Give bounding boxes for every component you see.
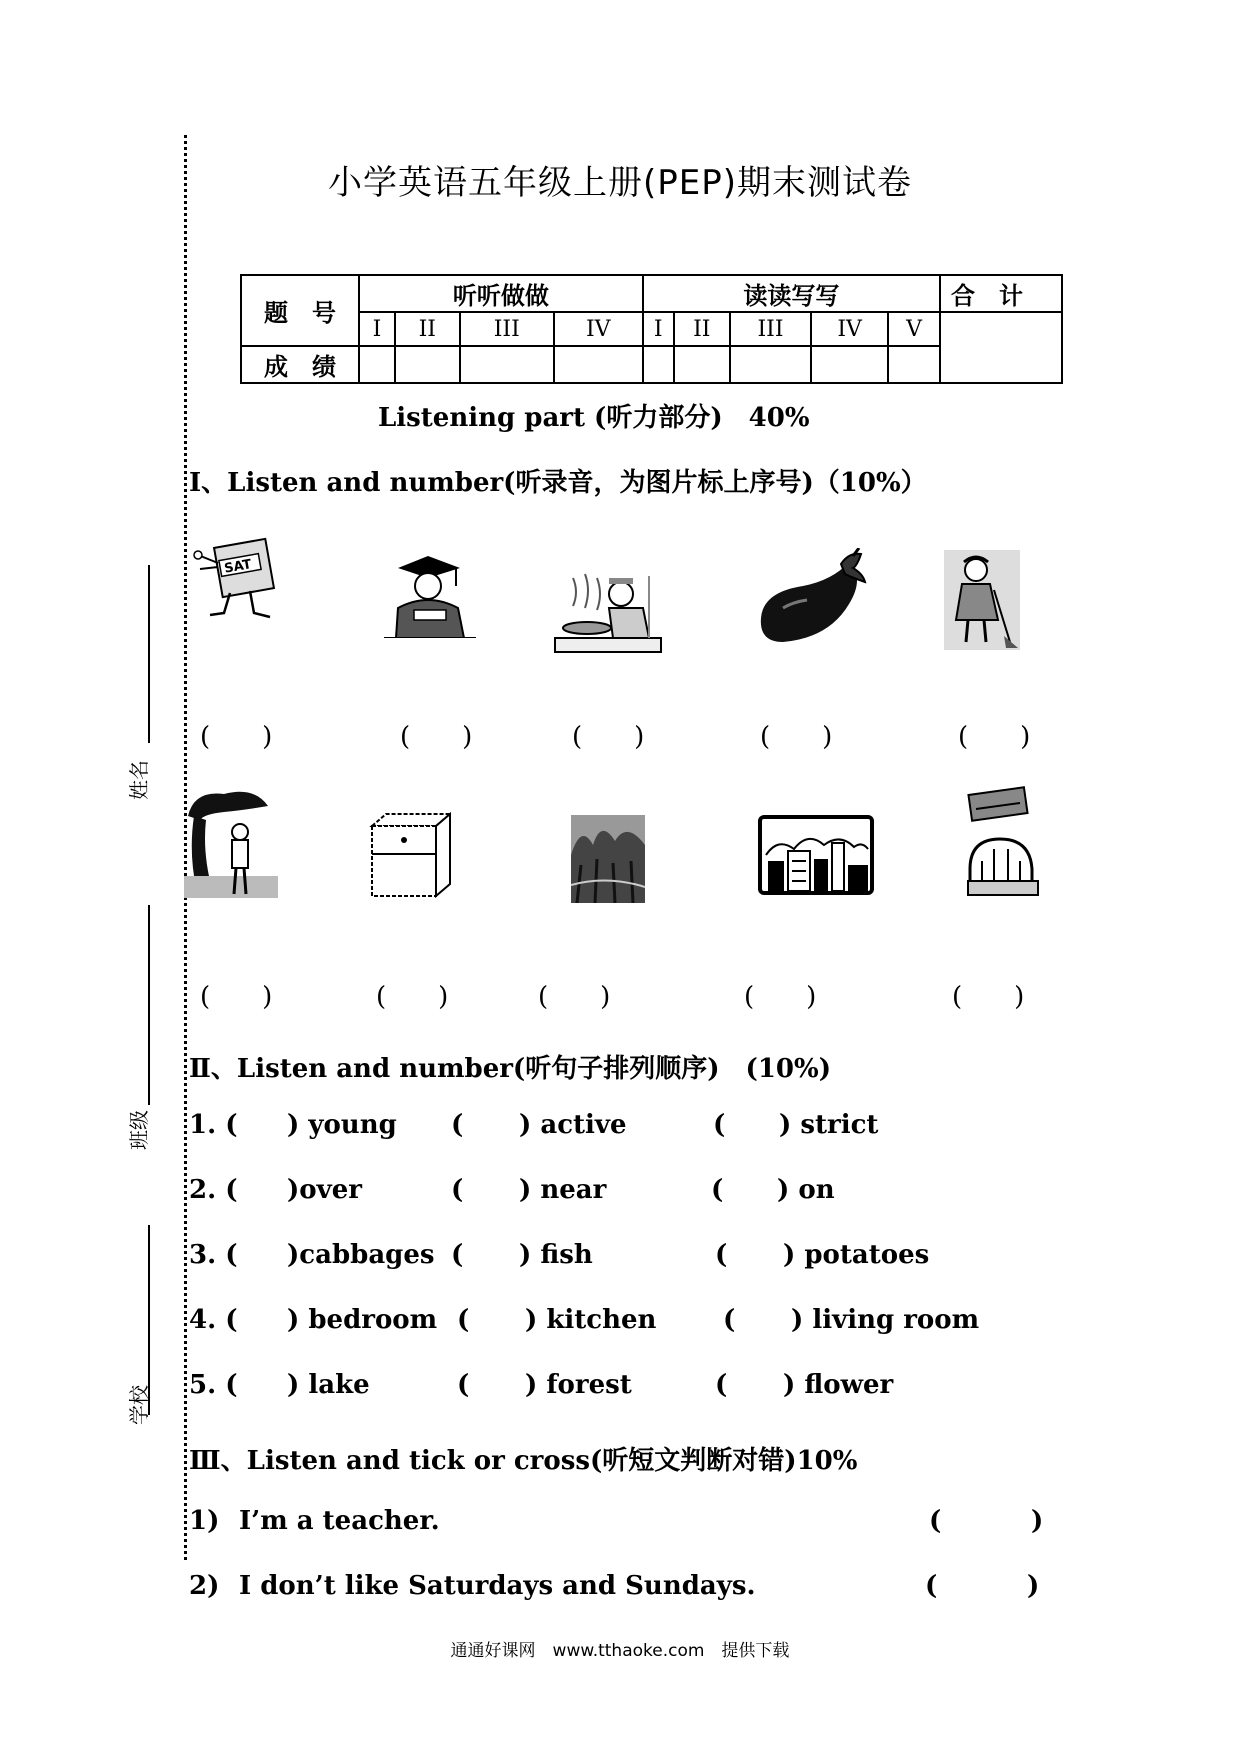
item-number: 1) [189, 1506, 220, 1536]
option-b[interactable]: ) kitchen [525, 1305, 657, 1335]
tree-man-icon [184, 786, 278, 898]
score-table [240, 274, 1063, 384]
page-title: 小学英语五年级上册(PEP)期末测试卷 [327, 163, 913, 203]
answer-paren[interactable]: ( ) [400, 722, 473, 752]
item-text: I’m a teacher. [239, 1506, 440, 1536]
option-b[interactable]: ) forest [525, 1370, 632, 1400]
score-table-col: I [643, 312, 674, 346]
answer-paren[interactable]: ( ) [952, 982, 1025, 1012]
score-cell[interactable] [460, 346, 554, 383]
row-number: 5. ( [189, 1370, 238, 1400]
option-c[interactable]: ) living room [791, 1305, 980, 1335]
answer-paren[interactable]: ( ) [376, 982, 449, 1012]
svg-text:SAT: SAT [223, 557, 253, 577]
graduate-teacher-icon [384, 552, 476, 638]
row-number: 3. ( [189, 1240, 238, 1270]
section3-item [189, 1506, 1069, 1540]
row-number: 1. ( [189, 1110, 238, 1140]
score-table-col: III [460, 312, 554, 346]
answer-paren-close[interactable]: ) [1031, 1506, 1044, 1536]
answer-paren[interactable]: ( ) [538, 982, 611, 1012]
listening-part-heading: Listening part (听力部分) 40% [378, 403, 810, 433]
sat-book-icon [190, 535, 290, 625]
score-cell[interactable] [730, 346, 811, 383]
option-c[interactable]: ) strict [779, 1110, 879, 1140]
option-b[interactable]: ) active [519, 1110, 627, 1140]
item-number: 2) [189, 1571, 220, 1601]
answer-paren[interactable]: ( ) [760, 722, 833, 752]
option-b-open: ( [457, 1305, 470, 1335]
answer-paren-open[interactable]: ( [929, 1506, 942, 1536]
option-a[interactable]: )cabbages [287, 1240, 435, 1270]
option-c[interactable]: ) on [777, 1175, 835, 1205]
score-cell[interactable] [674, 346, 730, 383]
score-cell[interactable] [811, 346, 888, 383]
air-conditioner-bed-icon [964, 785, 1042, 897]
side-label-class: 班级 [127, 1110, 151, 1150]
answer-paren[interactable]: ( ) [200, 982, 273, 1012]
score-table-group-reading: 读读写写 [643, 275, 940, 312]
option-c-open: ( [713, 1110, 726, 1140]
score-table-col: III [730, 312, 811, 346]
score-cell[interactable] [395, 346, 460, 383]
side-label-school: 学校 [127, 1385, 151, 1425]
option-a[interactable]: ) young [287, 1110, 397, 1140]
answer-paren[interactable]: ( ) [572, 722, 645, 752]
score-cell[interactable] [888, 346, 940, 383]
option-c-open: ( [711, 1175, 724, 1205]
option-c-open: ( [715, 1240, 728, 1270]
score-table-col: V [888, 312, 940, 346]
section2-heading: Ⅱ、Listen and number(听句子排列顺序) (10%) [189, 1054, 832, 1084]
cabinet-icon [366, 810, 454, 900]
score-table-col: I [359, 312, 395, 346]
sweeping-girl-icon [944, 550, 1020, 650]
option-a[interactable]: ) bedroom [287, 1305, 438, 1335]
section1-row1-answers [0, 716, 1240, 750]
option-b-open: ( [451, 1240, 464, 1270]
score-cell[interactable] [554, 346, 643, 383]
score-table-score-label: 成 绩 [241, 346, 359, 383]
section3-item [189, 1571, 1069, 1605]
score-table-group-listening: 听听做做 [359, 275, 643, 312]
option-b[interactable]: ) fish [519, 1240, 593, 1270]
score-cell[interactable] [643, 346, 674, 383]
score-table-total: 合 计 [940, 275, 1062, 312]
option-a[interactable]: ) lake [287, 1370, 370, 1400]
option-b[interactable]: ) near [519, 1175, 607, 1205]
row-number: 2. ( [189, 1175, 238, 1205]
score-table-col: II [674, 312, 730, 346]
answer-paren[interactable]: ( ) [744, 982, 817, 1012]
side-label-name: 姓名 [127, 760, 151, 800]
cooking-chef-icon [553, 568, 663, 658]
city-buildings-icon [758, 815, 874, 895]
score-cell[interactable] [359, 346, 395, 383]
section1-heading: Ⅰ、Listen and number(听录音，为图片标上序号)（10%） [189, 468, 927, 498]
option-b-open: ( [451, 1175, 464, 1205]
score-table-col: IV [811, 312, 888, 346]
score-table-col: IV [554, 312, 643, 346]
item-text: I don’t like Saturdays and Sundays. [239, 1571, 756, 1601]
option-c-open: ( [723, 1305, 736, 1335]
eggplant-icon [753, 548, 871, 648]
score-table-header-label: 题 号 [241, 275, 359, 346]
option-c[interactable]: ) flower [783, 1370, 894, 1400]
answer-paren-open[interactable]: ( [925, 1571, 938, 1601]
option-b-open: ( [457, 1370, 470, 1400]
answer-paren[interactable]: ( ) [958, 722, 1031, 752]
forest-icon [571, 815, 645, 903]
option-a[interactable]: )over [287, 1175, 362, 1205]
page-footer: 通通好课网 www.tthaoke.com 提供下载 [450, 1641, 790, 1661]
answer-paren-close[interactable]: ) [1027, 1571, 1040, 1601]
section3-heading: Ⅲ、Listen and tick or cross(听短文判断对错)10% [189, 1446, 858, 1476]
option-c[interactable]: ) potatoes [783, 1240, 930, 1270]
option-c-open: ( [715, 1370, 728, 1400]
row-number: 4. ( [189, 1305, 238, 1335]
answer-paren[interactable]: ( ) [200, 722, 273, 752]
score-table-col: II [395, 312, 460, 346]
score-table-total-cell[interactable] [940, 312, 1062, 383]
option-b-open: ( [451, 1110, 464, 1140]
section1-row2-answers [0, 976, 1240, 1010]
